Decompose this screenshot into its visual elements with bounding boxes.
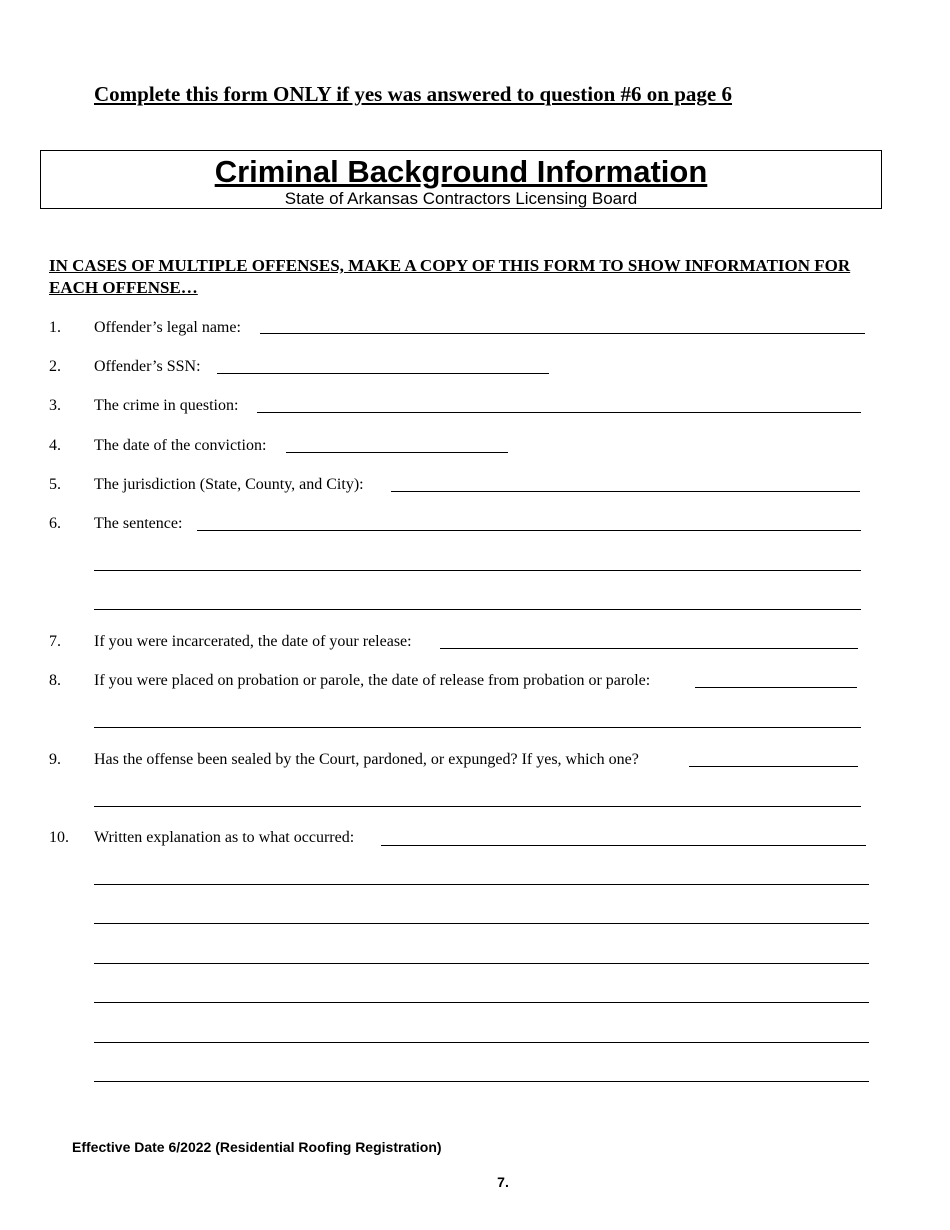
question-number-10: 10. [49, 829, 69, 846]
question-number-1: 1. [49, 319, 61, 336]
sentence-field-line-2[interactable] [94, 570, 861, 571]
question-number-2: 2. [49, 358, 61, 375]
question-number-3: 3. [49, 397, 61, 414]
multiple-offenses-notice: IN CASES OF MULTIPLE OFFENSES, MAKE A COPY OF THIS FORM TO SHOW INFORMATION FOR EACH OFFENSE… [49, 256, 851, 297]
legal-name-field[interactable] [260, 333, 865, 334]
sentence-field-line-3[interactable] [94, 609, 861, 610]
question-label-conviction-date: The date of the conviction: [94, 437, 267, 454]
written-explanation-line-6[interactable] [94, 1042, 869, 1043]
question-label-offense-sealed: Has the offense been sealed by the Court, pardoned, or expunged? If yes, which one? [94, 751, 639, 768]
question-number-4: 4. [49, 437, 61, 454]
question-label-ssn: Offender’s SSN: [94, 358, 201, 375]
probation-release-field[interactable] [695, 687, 857, 688]
written-explanation-line-2[interactable] [94, 884, 869, 885]
question-number-9: 9. [49, 751, 61, 768]
page-number: 7. [497, 1174, 509, 1190]
effective-date-footer: Effective Date 6/2022 (Residential Roofing Registration) [72, 1139, 442, 1155]
written-explanation-line-5[interactable] [94, 1002, 869, 1003]
question-label-legal-name: Offender’s legal name: [94, 319, 241, 336]
conviction-date-field[interactable] [286, 452, 508, 453]
offense-sealed-field[interactable] [689, 766, 858, 767]
ssn-field[interactable] [217, 373, 549, 374]
question-number-5: 5. [49, 476, 61, 493]
written-explanation-line-7[interactable] [94, 1081, 869, 1082]
offense-sealed-field-line-2[interactable] [94, 806, 861, 807]
page-title: Criminal Background Information [214, 154, 708, 189]
written-explanation-field[interactable] [381, 845, 866, 846]
title-box [40, 150, 882, 209]
crime-field[interactable] [257, 412, 861, 413]
question-number-7: 7. [49, 633, 61, 650]
question-label-crime: The crime in question: [94, 397, 239, 414]
written-explanation-line-4[interactable] [94, 963, 869, 964]
written-explanation-line-3[interactable] [94, 923, 869, 924]
page-subtitle: State of Arkansas Contractors Licensing Board [284, 189, 638, 208]
question-label-probation-release: If you were placed on probation or parole, the date of release from probation or parole: [94, 672, 651, 689]
question-label-written-explanation: Written explanation as to what occurred: [94, 829, 355, 846]
incarceration-release-field[interactable] [440, 648, 858, 649]
question-number-6: 6. [49, 515, 61, 532]
question-label-jurisdiction: The jurisdiction (State, County, and City): [94, 476, 364, 493]
probation-release-field-line-2[interactable] [94, 727, 861, 728]
question-number-8: 8. [49, 672, 61, 689]
question-label-sentence: The sentence: [94, 515, 183, 532]
question-label-incarceration-release: If you were incarcerated, the date of your release: [94, 633, 412, 650]
jurisdiction-field[interactable] [391, 491, 860, 492]
sentence-field[interactable] [197, 530, 861, 531]
form-instruction: Complete this form ONLY if yes was answered to question #6 on page 6 [94, 82, 732, 106]
